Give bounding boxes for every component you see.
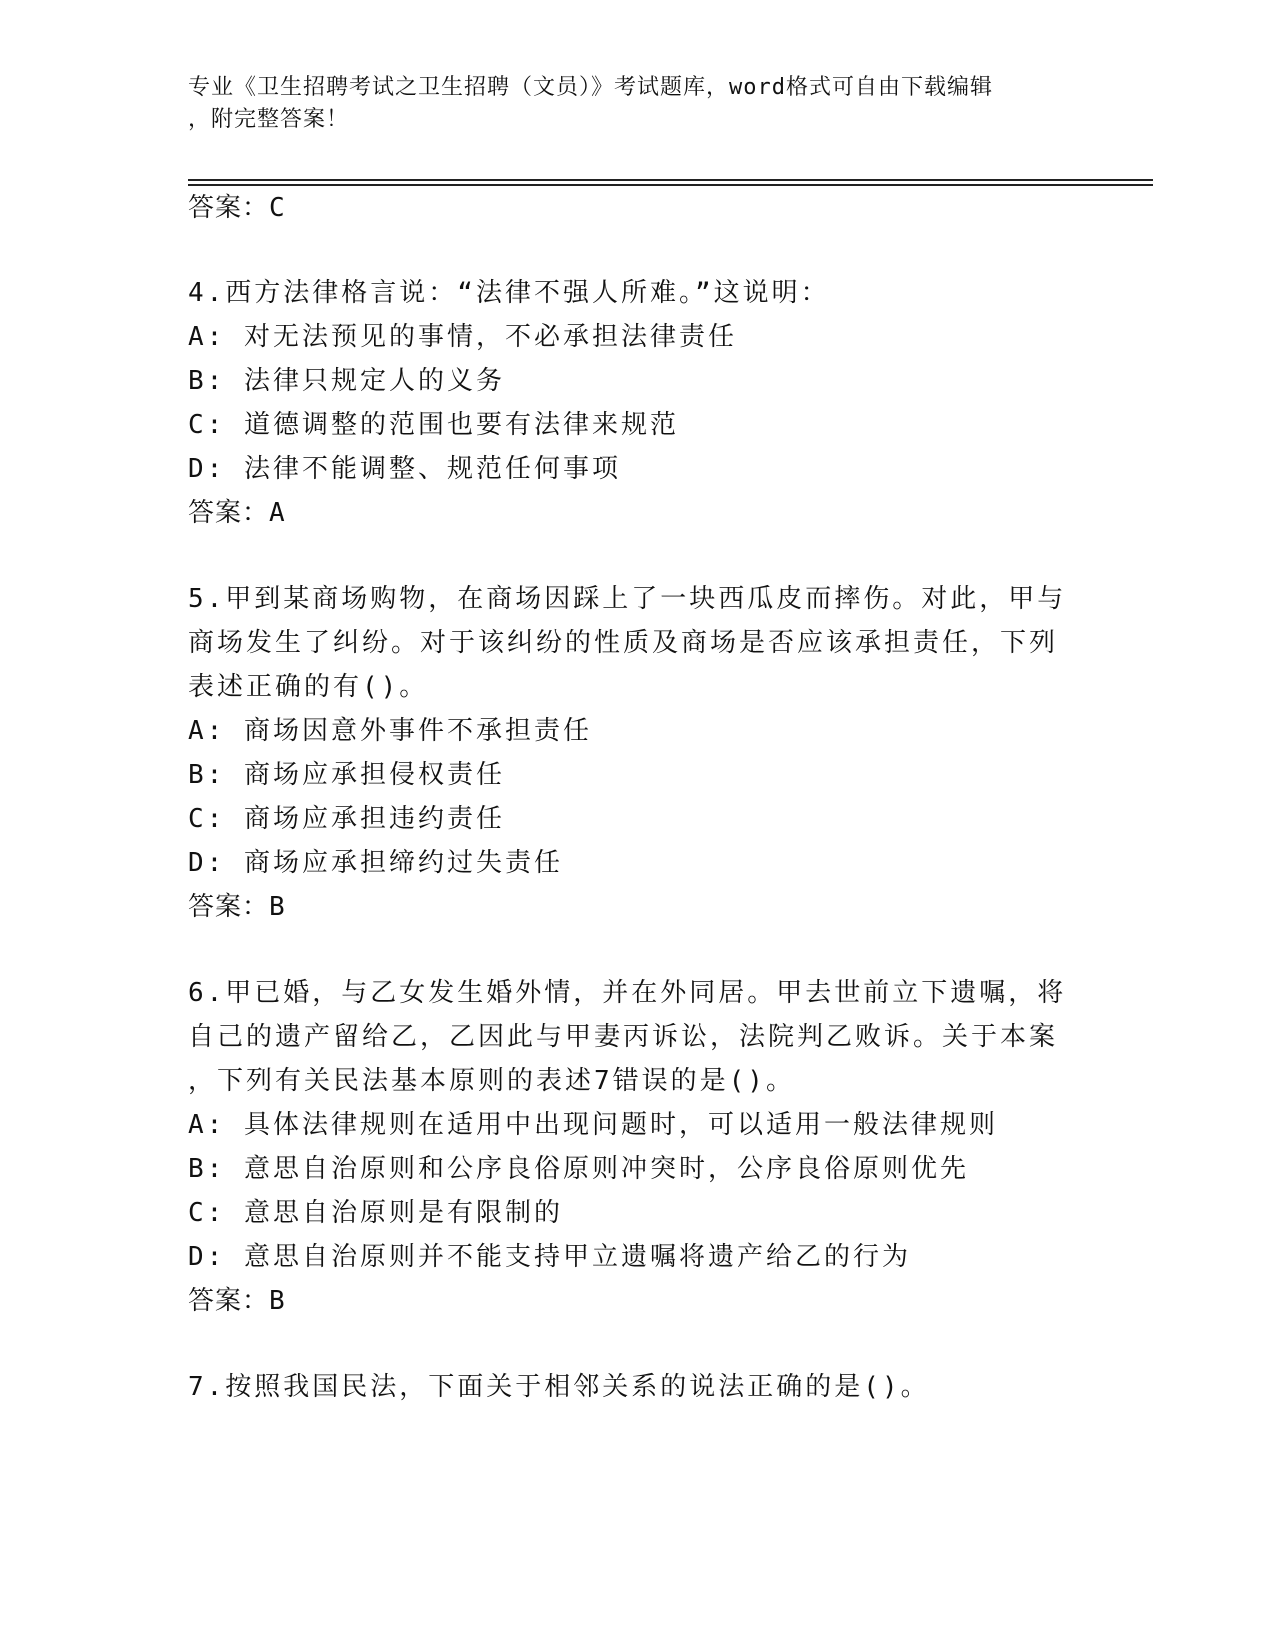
answer-line [188, 496, 286, 530]
question-option: D: 意思自治原则并不能支持甲立遗嘱将遗产给乙的行为 [188, 1242, 911, 1272]
question-option: A: 对无法预见的事情，不必承担法律责任 [188, 322, 737, 352]
answer-line [188, 191, 286, 225]
answer-label: 答案： [188, 498, 270, 528]
question-stem-line: 自己的遗产留给乙，乙因此与甲妻丙诉讼，法院判乙败诉。关于本案 [188, 1022, 1059, 1052]
question-stem-line: 5.甲到某商场购物，在商场因踩上了一块西瓜皮而摔伤。对此，甲与 [188, 584, 1067, 614]
answer-label: 答案： [188, 1286, 270, 1316]
question-stem-line: 6.甲已婚，与乙女发生婚外情，并在外同居。甲去世前立下遗嘱，将 [188, 978, 1067, 1008]
question-option: A: 具体法律规则在适用中出现问题时，可以适用一般法律规则 [188, 1110, 998, 1140]
header-divider-bottom [188, 184, 1153, 186]
answer-value: C [269, 193, 286, 223]
question-stem-line: 商场发生了纠纷。对于该纠纷的性质及商场是否应该承担责任，下列 [188, 628, 1059, 658]
question-option: B: 法律只规定人的义务 [188, 366, 505, 396]
answer-line [188, 1284, 286, 1318]
question-stem-line: 表述正确的有()。 [188, 672, 429, 702]
answer-value: B [269, 892, 286, 922]
answer-label: 答案： [188, 193, 270, 223]
document-header: 专业《卫生招聘考试之卫生招聘（文员）》考试题库，word格式可自由下载编辑 ，附完整答案！ [188, 75, 993, 132]
question-option: C: 商场应承担违约责任 [188, 804, 505, 834]
question-option: D: 法律不能调整、规范任何事项 [188, 454, 621, 484]
question-stem-line: 4.西方法律格言说：“法律不强人所难。”这说明： [188, 278, 830, 308]
header-divider-top [188, 179, 1153, 181]
question-stem-line: ，下列有关民法基本原则的表述7错误的是()。 [188, 1066, 795, 1096]
answer-value: A [269, 498, 286, 528]
answer-line [188, 890, 286, 924]
question-option: C: 意思自治原则是有限制的 [188, 1198, 563, 1228]
answer-value: B [269, 1286, 286, 1316]
question-stem-line: 7.按照我国民法，下面关于相邻关系的说法正确的是()。 [188, 1372, 930, 1402]
question-option: B: 商场应承担侵权责任 [188, 760, 505, 790]
question-option: D: 商场应承担缔约过失责任 [188, 848, 563, 878]
question-option: A: 商场因意外事件不承担责任 [188, 716, 592, 746]
answer-label: 答案： [188, 892, 270, 922]
question-option: B: 意思自治原则和公序良俗原则冲突时，公序良俗原则优先 [188, 1154, 969, 1184]
question-option: C: 道德调整的范围也要有法律来规范 [188, 410, 679, 440]
